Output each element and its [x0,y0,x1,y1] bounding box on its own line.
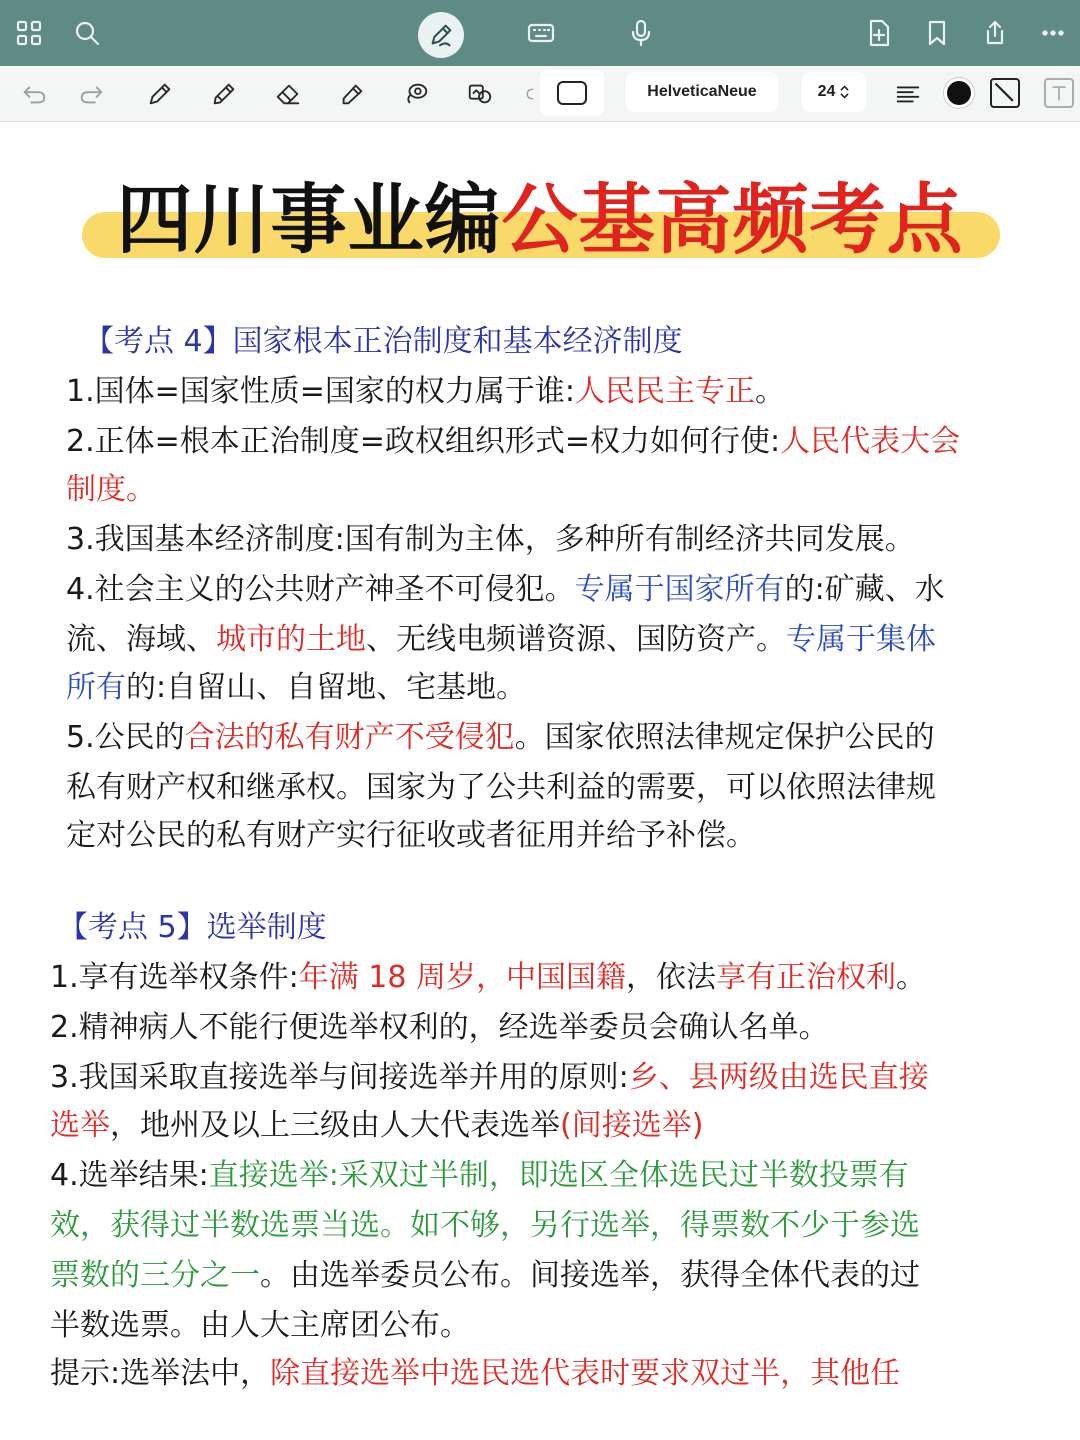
page-title [0,174,1080,266]
highlighter-tool-icon[interactable] [334,76,370,112]
section4-line7: 所有的:自留山、自留地、宅基地。 [66,670,527,705]
add-page-icon[interactable] [860,14,898,52]
section5-line1: 1.享有选举权条件:年满 18 周岁，中国国籍，依法享有正治权利。 [50,960,926,995]
title-red-part: 公基高频考点 [501,175,964,264]
section5-line5: 4.选举结果:直接选举:采双过半制，即选区全体选民过半数投票有 [50,1158,909,1193]
section4-heading: 【考点 4】国家根本正治制度和基本经济制度 [84,324,683,359]
font-size-value: 24 [817,83,836,100]
image-tool-icon[interactable] [462,76,498,112]
font-size-selector[interactable] [802,72,866,112]
section5-line9: 提示:选举法中，除直接选举中选民选代表时要求双过半，其他任 [50,1356,901,1391]
section5-line7: 票数的三分之一。由选举委员公布。间接选举，获得全体代表的过 [50,1258,920,1293]
stepper-chevron-icon [839,84,850,100]
align-icon[interactable] [890,76,926,112]
share-icon[interactable] [976,14,1014,52]
section5-line2: 2.精神病人不能行便选举权利的，经选举委员会确认名单。 [50,1010,829,1045]
section4-line2: 2.正体=根本正治制度=政权组织形式=权力如何行使:人民代表大会 [66,424,961,459]
redo-icon[interactable] [74,76,110,112]
section5-line8: 半数选票。由人大主席团公布。 [50,1308,470,1343]
section4-line8: 5.公民的合法的私有财产不受侵犯。国家依照法律规定保护公民的 [66,720,935,755]
top-app-bar [0,0,1080,66]
rectangle-icon [557,81,587,105]
undo-icon[interactable] [16,76,52,112]
eraser-tool-icon[interactable] [270,76,306,112]
lasso-tool-icon[interactable] [398,76,434,112]
section4-line4: 3.我国基本经济制度:国有制为主体，多种所有制经济共同发展。 [66,522,915,557]
section4-line6: 流、海域、城市的土地、无线电频谱资源、国防资产。专属于集体 [66,622,936,657]
shape-tool-button[interactable] [540,70,604,116]
bookmark-icon[interactable] [918,14,956,52]
section4-line9: 私有财产权和继承权。国家为了公共利益的需要，可以依照法律规 [66,770,936,805]
grid-icon[interactable] [10,14,48,52]
page-title-area [0,168,1080,268]
pen-icon [427,21,455,49]
section5-line4: 选举，地州及以上三级由人大代表选举(间接选举) [50,1108,704,1143]
section5-heading: 【考点 5】选举制度 [58,910,327,945]
section5-line3: 3.我国采取直接选举与间接选举并用的原则:乡、县两级由选民直接 [50,1060,929,1095]
handwriting-mode-button[interactable] [418,12,464,58]
section4-line5: 4.社会主义的公共财产神圣不可侵犯。专属于国家所有的:矿藏、水 [66,572,945,607]
section5-line6: 效，获得过半数选票当选。如不够，另行选举，得票数不少于参选 [50,1208,920,1243]
search-icon[interactable] [68,14,106,52]
keyboard-icon[interactable] [522,14,560,52]
line-style-icon[interactable] [990,78,1020,108]
title-black-part: 四川事业编 [116,175,502,264]
microphone-icon[interactable] [622,14,660,52]
color-picker-button[interactable] [944,78,974,108]
partial-tool-icon[interactable] [518,76,538,112]
section4-line10: 定对公民的私有财产实行征收或者征用并给予补偿。 [66,818,756,853]
section4-line3: 制度。 [66,472,156,507]
section4-line1: 1.国体=国家性质=国家的权力属于谁:人民民主专正。 [66,374,786,409]
text-box-icon[interactable] [1044,78,1074,108]
font-selector[interactable] [626,72,778,112]
pencil-tool-icon[interactable] [206,76,242,112]
font-name: HelveticaNeue [647,83,757,100]
more-icon[interactable] [1034,14,1072,52]
pen-tool-icon[interactable] [142,76,178,112]
